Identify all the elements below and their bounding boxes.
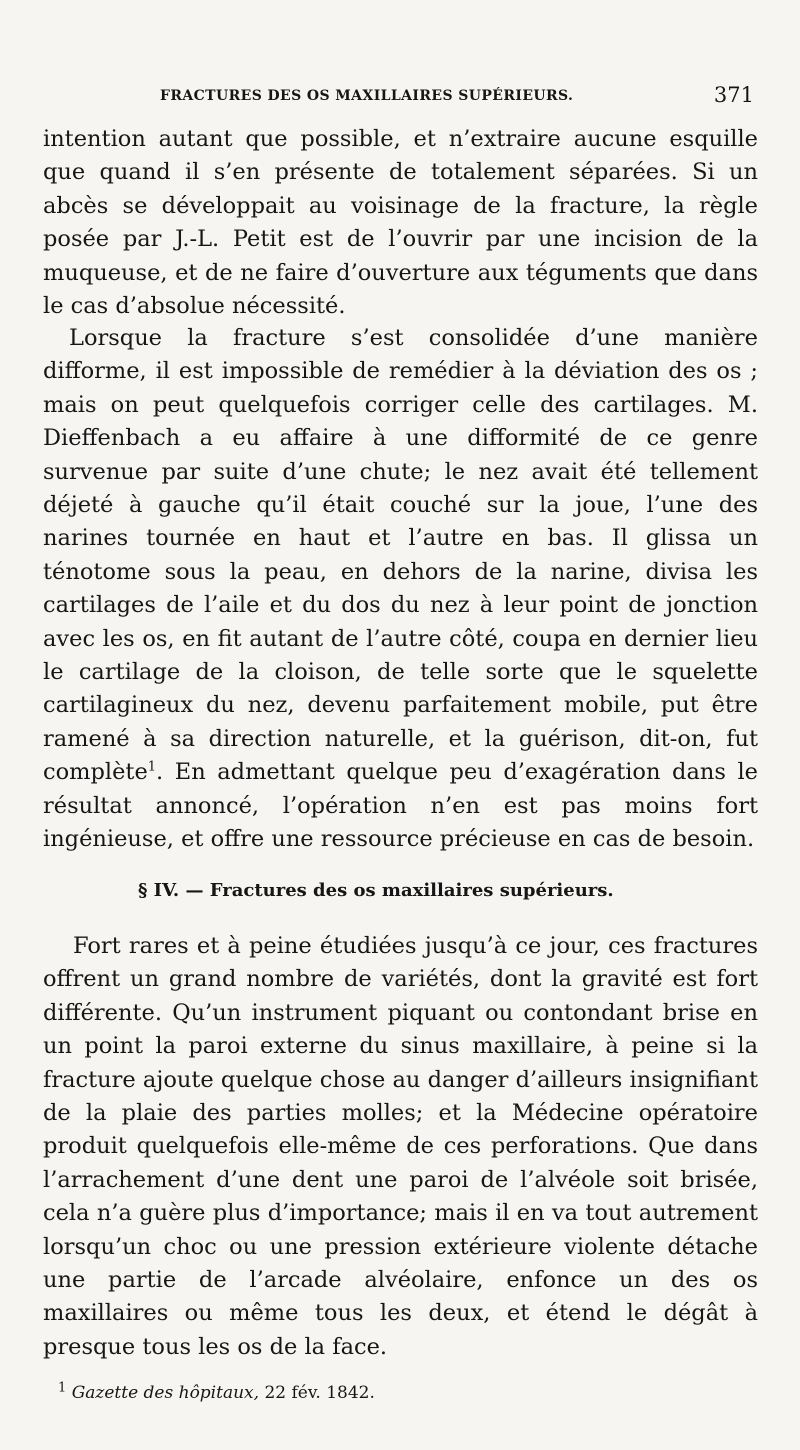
footnote-reference: 1 xyxy=(147,759,157,775)
section-dash: — xyxy=(185,880,204,901)
footnote-source: Gazette des hôpitaux, xyxy=(71,1383,260,1403)
paragraph-3: Fort rares et à peine étudiées jusqu’à ce jour, ces fractures offrent un grand nombre de variétés, dont la gravité est fort différente. Qu’un instrument piquant ou contondant brise en un point la paroi externe du sinus maxillaire, à peine si la fracture ajoute quelque chose au danger d’ailleurs insignifiant de la plaie des parties molles; et la Médecine opératoire produit quelquefois elle-même de ces perforations. Que dans l’arrachement d’une dent une paroi de l’alvéole soit brisée, cela n’a guère plus d’importance; mais il en va tout autrement lorsqu’un choc ou une pression extérieure violente détache une partie de l’arcade alvéolaire, enfonce un des os maxillaires ou même tous les deux, et étend le dégât à presque tous les os de la face. xyxy=(43,933,758,1360)
page-number: 371 xyxy=(713,83,754,107)
section-title-text: Fractures des os maxillaires supérieurs. xyxy=(209,880,614,901)
paragraph-2-text-b: . En admettant quelque peu d’exagération dans le résultat annoncé, l’opération n’en est pas moins fort ingénieuse, et offre une ressource précieuse en cas de besoin. xyxy=(43,759,758,853)
footnote-marker: 1 xyxy=(58,1380,67,1396)
section-heading xyxy=(138,880,614,901)
paragraph-2 xyxy=(43,322,758,857)
footnote xyxy=(58,1380,375,1403)
paragraph-2-text-a: Lorsque la fracture s’est consolidée d’une manière difforme, il est impossible de remédier à la déviation des os ; mais on peut quelquefois corriger celle des cartilages. M. Dieffenbach a eu affaire à une difformité de ce genre survenue par suite d’une chute; le nez avait été tellement déjeté à gauche qu’il était couché sur la joue, l’une des narines tournée en haut et l’autre en bas. Il glissa un ténotome sous la peau, en dehors de la narine, divisa les cartilages de l’aile et du dos du nez à leur point de jonction avec les os, en fit autant de l’autre côté, coupa en dernier lieu le cartilage de la cloison, de telle sorte que le squelette cartilagineux du nez, devenu parfaitement mobile, put être ramené à sa direction naturelle, et la guérison, dit-on, fut complète xyxy=(43,325,758,786)
paragraph-1: intention autant que possible, et n’extraire aucune esquille que quand il s’en présente de totalement séparées. Si un abcès se développait au voisinage de la fracture, la règle posée par J.-L. Petit est de l’ouvrir par une incision de la muqueuse, et de ne faire d’ouverture aux téguments que dans le cas d’absolue nécessité. xyxy=(43,126,758,320)
running-header xyxy=(160,83,760,110)
section-number: § IV. xyxy=(138,880,180,901)
footnote-date: 22 fév. 1842. xyxy=(264,1383,375,1403)
running-title: FRACTURES DES OS MAXILLAIRES SUPÉRIEURS. xyxy=(160,88,574,104)
